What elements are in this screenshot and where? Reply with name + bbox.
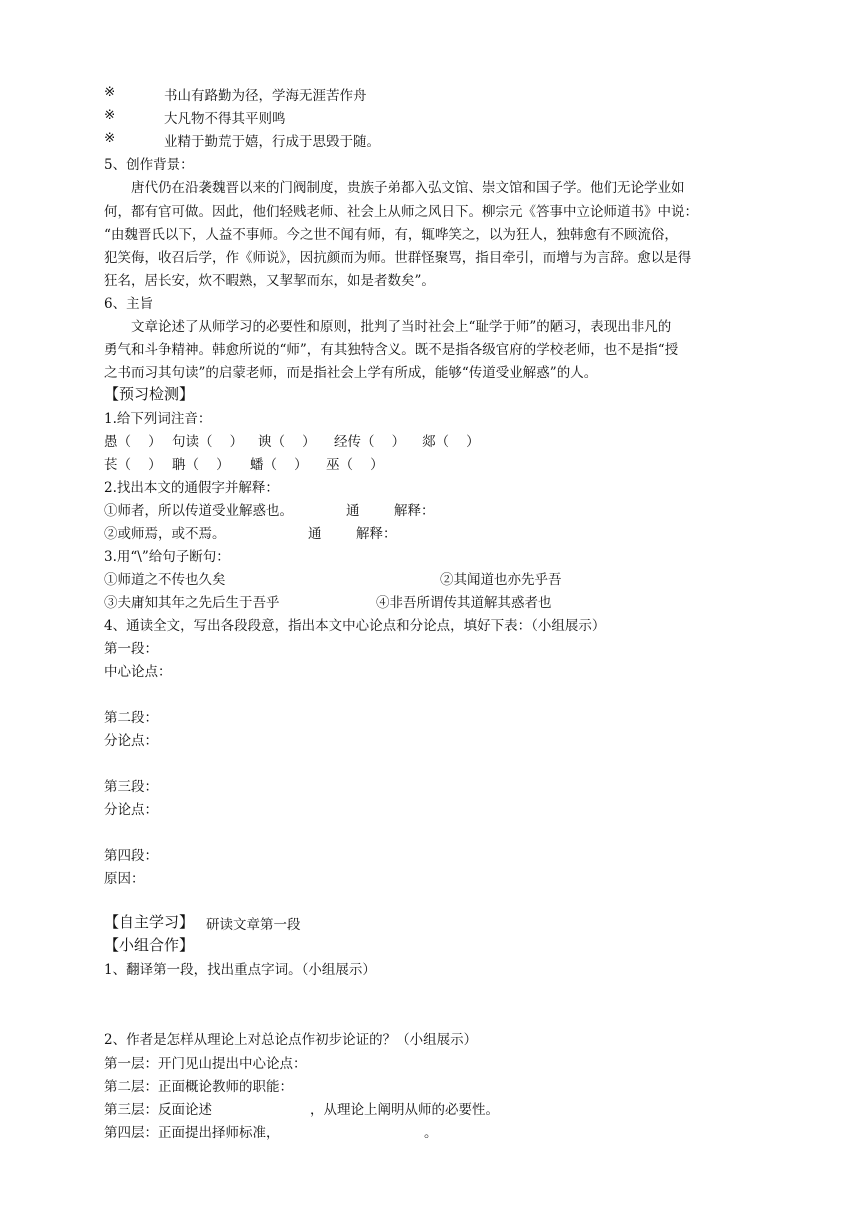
pinyin-item: 巫（ ） [326,457,384,473]
question-2-prompt: 2.找出本文的通假字并解释： [104,480,279,496]
paragraph-2-label: 第二段： [104,710,158,726]
punctuation-sentence-4: ④非吾所谓传其道解其惑者也 [376,595,552,611]
sub-argument-label: 分论点： [104,802,158,818]
punctuation-sentence-1: ①师道之不传也久矣 [104,572,226,588]
tongjia-label: 通 [308,526,322,542]
proverb-1: 书山有路勤为径，学海无涯苦作舟 [164,88,367,104]
pinyin-item: 郯（ ） [422,434,480,450]
sub-argument-label: 分论点： [104,733,158,749]
paragraph-line: 勇气和斗争精神。韩愈所说的“师”，有其独特含义。既不是指各级官府的学校老师，也不是指“授 [104,342,679,358]
question-1-prompt: 1.给下列词注音： [104,411,212,427]
layer-4-end: 。 [424,1125,438,1141]
reference-mark: ※ [104,130,116,146]
pinyin-item: 蟠（ ） [250,457,308,473]
section-heading-group: 【小组合作】 [104,936,195,954]
group-question-2: 2、作者是怎样从理论上对总论点作初步论证的？（小组展示） [104,1032,478,1048]
layer-2: 第二层：正面概论教师的职能： [104,1079,293,1095]
proverb-2: 大凡物不得其平则鸣 [164,111,286,127]
paragraph-line: 之书而习其句读”的启蒙老师，而是指社会上学有所成，能够“传道受业解惑”的人。 [104,365,598,381]
pinyin-item: 经传（ ） [334,434,406,450]
paragraph-line: 何，都有官可做。因此，他们轻贱老师、社会上从师之风日下。柳宗元《答事中立论师道书》中说： [104,204,698,220]
pinyin-item: 聃（ ） [172,457,230,473]
paragraph-line: 狂名，居长安，炊不暇熟，又挈挈而东，如是者数矣”。 [104,273,435,289]
group-question-1: 1、翻译第一段，找出重点字词。（小组展示） [104,962,376,978]
reason-label: 原因： [104,871,145,887]
question-4-prompt: 4、通读全文，写出各段段意，指出本文中心论点和分论点，填好下表：（小组展示） [104,618,606,634]
paragraph-line: 犯笑侮，收召后学，作《师说》，因抗颜而为师。世群怪聚骂，指目牵引，而增与为言辞。愈以是得 [104,250,692,266]
tongjia-sentence-2: ②或师焉，或不焉。 [104,526,226,542]
pinyin-item: 句读（ ） [172,434,244,450]
paragraph-line: “由魏晋氏以下，人益不事师。今之世不闻有师，有，辄哗笑之，以为狂人，独韩愈有不顾流俗， [104,227,678,243]
self-study-subtitle: 研读文章第一段 [206,917,301,933]
paragraph-line: 文章论述了从师学习的必要性和原则，批判了当时社会上“耻学于师”的陋习，表现出非凡的 [131,319,672,335]
section-heading-preview: 【预习检测】 [104,385,195,403]
layer-3-start: 第三层：反面论述 [104,1102,212,1118]
paragraph-4-label: 第四段： [104,848,158,864]
layer-4-start: 第四层：正面提出择师标准， [104,1125,280,1141]
punctuation-sentence-3: ③夫庸知其年之先后生于吾乎 [104,595,280,611]
question-3-prompt: 3.用“\”给句子断句： [104,549,230,565]
explain-label: 解释： [356,526,397,542]
section-heading-theme: 6、主旨 [104,296,154,312]
punctuation-sentence-2: ②其闻道也亦先乎吾 [440,572,562,588]
layer-3-end: ，从理论上阐明从师的必要性。 [310,1102,499,1118]
explain-label: 解释： [394,503,435,519]
section-heading-self-study: 【自主学习】 [104,913,195,931]
proverb-3: 业精于勤荒于嬉，行成于思毁于随。 [164,134,380,150]
paragraph-line: 唐代仍在沿袭魏晋以来的门阀制度，贵族子弟都入弘文馆、崇文馆和国子学。他们无论学业如 [131,180,685,196]
paragraph-1-label: 第一段： [104,641,158,657]
reference-mark: ※ [104,107,116,123]
section-heading-background: 5、创作背景： [104,157,194,173]
pinyin-item: 愚（ ） [104,434,162,450]
pinyin-item: 谀（ ） [258,434,316,450]
tongjia-sentence-1: ①师者，所以传道受业解惑也。 [104,503,293,519]
layer-1: 第一层：开门见山提出中心论点： [104,1056,307,1072]
paragraph-3-label: 第三段： [104,779,158,795]
tongjia-label: 通 [346,503,360,519]
central-argument-label: 中心论点： [104,664,172,680]
reference-mark: ※ [104,84,116,100]
pinyin-item: 苌（ ） [104,457,162,473]
